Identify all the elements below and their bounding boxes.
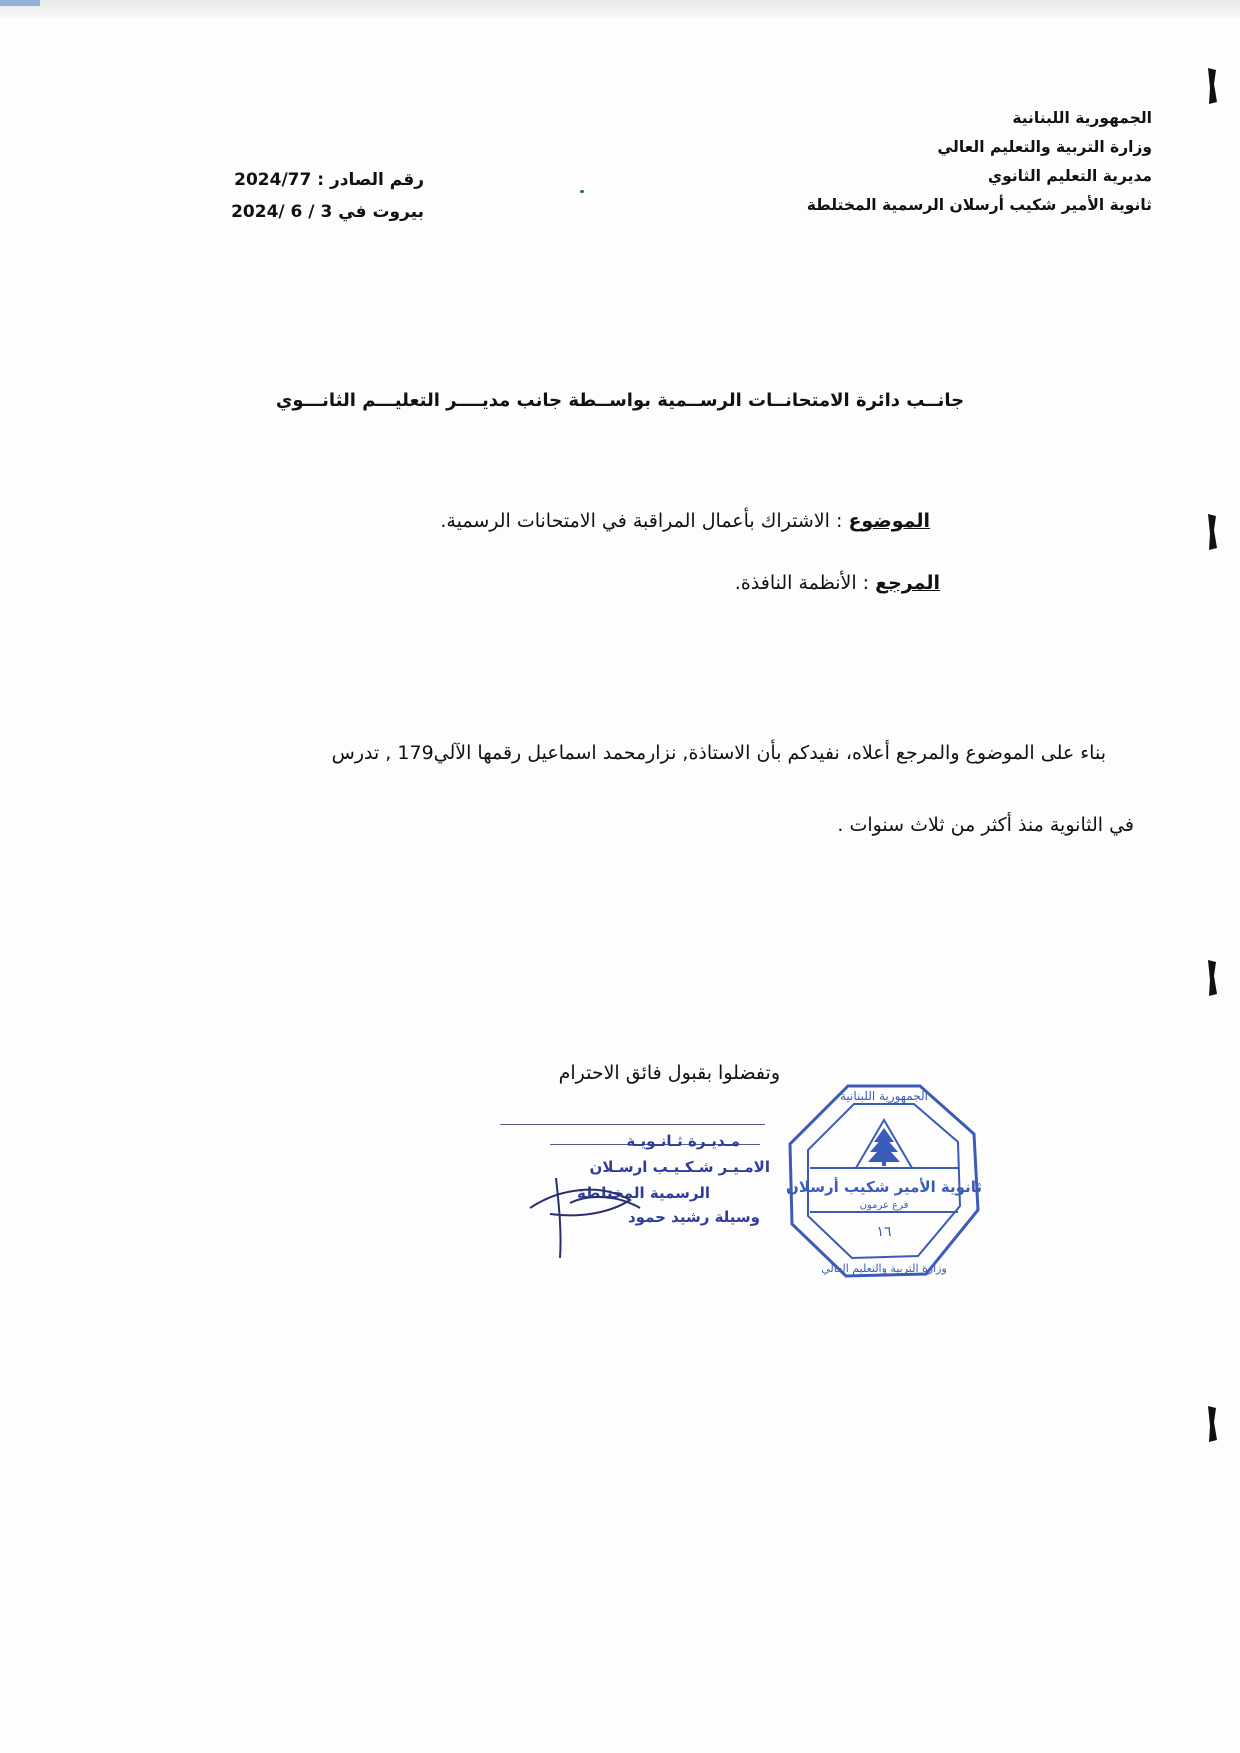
signature-school: الامـيـر شـكـيـب ارسـلان: [589, 1158, 770, 1176]
letterhead: [807, 104, 1152, 220]
seal-ring-top: الجمهورية اللبنانية: [839, 1089, 929, 1103]
seal-ring-bottom: وزارة التربية والتعليم العالي: [821, 1262, 947, 1275]
letterhead-ministry: وزارة التربية والتعليم العالي: [937, 138, 1152, 156]
signature-type: الرسمية المختلطة: [577, 1184, 710, 1202]
body-paragraph-line: في الثانوية منذ أكثر من ثلاث سنوات .: [837, 814, 1134, 836]
signature-rule: [500, 1124, 765, 1125]
punch-hole-mark: [1204, 66, 1218, 106]
seal-sub-text: فرع عرمون: [859, 1200, 909, 1211]
cedar-tree-icon: [868, 1128, 900, 1166]
signature-block: [490, 1118, 770, 1268]
reference-text: : الأنظمة النافذة.: [734, 572, 876, 594]
letterhead-directorate: مديرية التعليم الثانوي: [987, 167, 1152, 185]
closing-line: وتفضلوا بقبول فائق الاحترام: [558, 1062, 780, 1084]
issue-info: [204, 164, 424, 228]
punch-hole-mark: [1204, 1404, 1218, 1444]
subject-text: : الاشتراك بأعمال المراقبة في الامتحانات الرسمية.: [440, 510, 849, 532]
handwritten-signature: [490, 1158, 690, 1268]
scan-speck: [580, 190, 584, 193]
signature-name: وسيلة رشيد حمود: [627, 1208, 760, 1226]
body-paragraph-line: بناء على الموضوع والمرجع أعلاه، نفيدكم بأن الاستاذة, نزارمحمد اسماعيل رقمها الآلي179 , تدرس: [331, 742, 1106, 764]
punch-hole-mark: [1204, 512, 1218, 552]
issue-number: رقم الصادر : 2024/77: [234, 170, 424, 190]
addressee-line: جانــب دائرة الامتحانــات الرســمية بواســطة جانب مديــــر التعليـــم الثانـــوي: [275, 390, 965, 411]
subject-label: الموضوع: [848, 510, 930, 532]
seal-number: ١٦: [876, 1224, 892, 1240]
letterhead-country: الجمهورية اللبنانية: [1012, 109, 1152, 127]
issue-date: بيروت في 3 / 6 /2024: [231, 202, 424, 222]
reference-label: المرجع: [875, 572, 940, 594]
official-seal-stamp: [786, 1082, 982, 1282]
signature-title: مـديـرة ثـانـويـة: [626, 1132, 740, 1150]
seal-center-text: ثانوية الأمير شكيب أرسلان: [786, 1178, 982, 1196]
letterhead-school: ثانوية الأمير شكيب أرسلان الرسمية المختلطة: [806, 196, 1152, 214]
scan-top-band: [0, 0, 1240, 18]
reference-line: [735, 572, 940, 594]
punch-hole-mark: [1204, 958, 1218, 998]
subject-line: [440, 510, 930, 532]
